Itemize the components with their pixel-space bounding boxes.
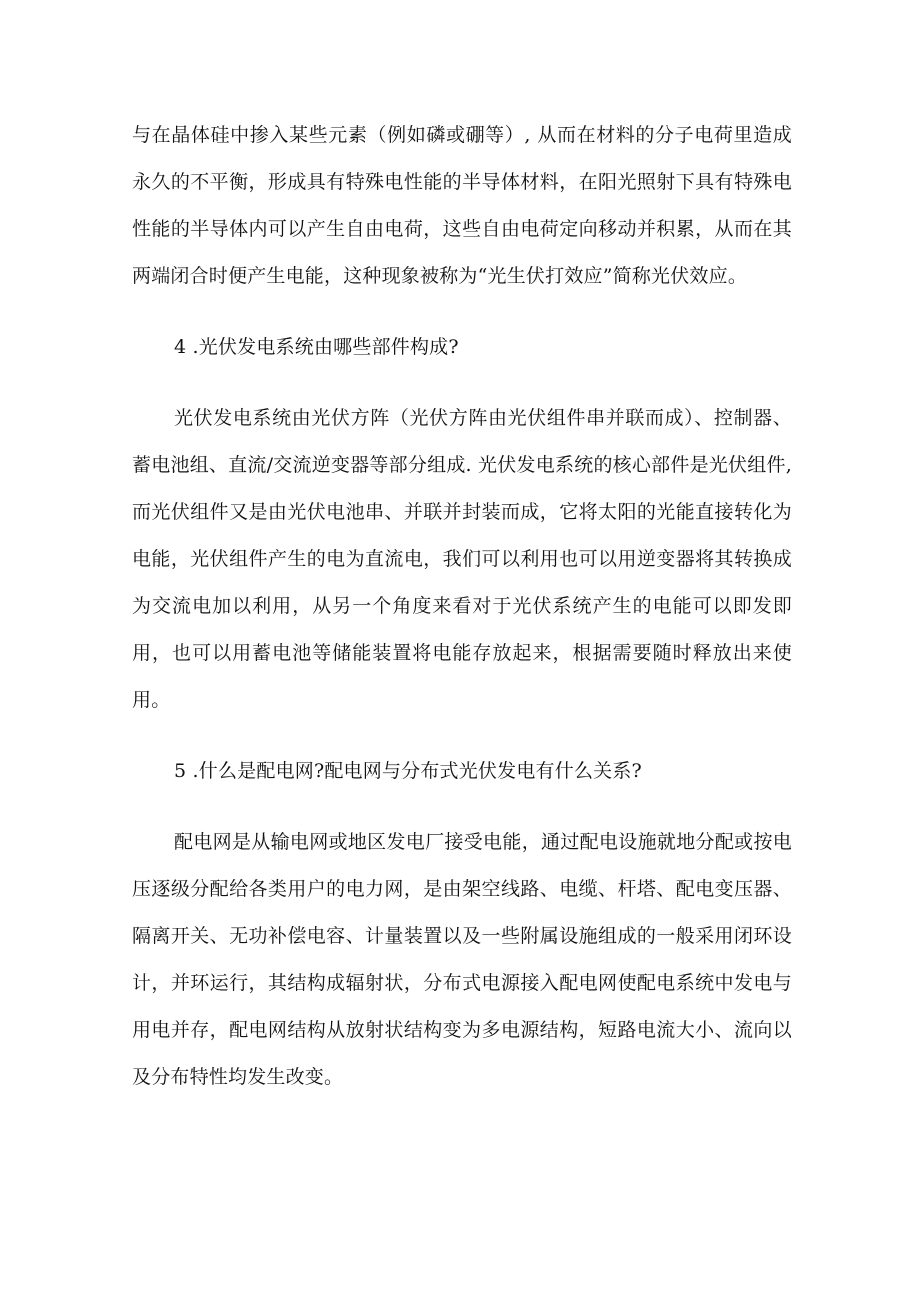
paragraph-photovoltaic-effect: 与在晶体硅中掺入某些元素（例如磷或硼等）, 从而在材料的分子电荷里造成永久的不平衡，形成具有特殊电性能的半导体材料，在阳光照射下具有特殊电性能的半导体内可以产生自由电荷，这些自由电荷定向移动并积累，从而在其两端闭合时便产生电能，这种现象被称为“光生伏打效应”简称光伏效应。 bbox=[132, 124, 792, 287]
spacer bbox=[132, 805, 792, 819]
spacer bbox=[132, 724, 792, 738]
paragraph-distribution-network: 配电网是从输电网或地区发电厂接受电能，通过配电设施就地分配或按电压逐级分配给各类用户的电力网，是由架空线路、电缆、杆塔、配电变压器、隔离开关、无功补偿电容、计量装置以及一些附属设施组成的一般采用闭环设计，并环运行，其结构成辐射状，分布式电源接入配电网使配电系统中发电与用电并存，配电网结构从放射状结构变为多电源结构，短路电流大小、流向以及分布特性均发生改变。 bbox=[132, 831, 792, 1088]
question-heading-4: 4 .光伏发电系统由哪些部件构成? bbox=[174, 336, 459, 358]
document-body bbox=[132, 112, 792, 1101]
question-heading-5: 5 .什么是配电网?配电网与分布式光伏发电有什么关系? bbox=[174, 760, 642, 782]
spacer bbox=[132, 381, 792, 395]
paragraph-system-components: 光伏发电系统由光伏方阵（光伏方阵由光伏组件串并联而成）、控制器、蓄电池组、直流/交流逆变器等部分组成. 光伏发电系统的核心部件是光伏组件, 而光伏组件又是由光伏电池串、并联并封装而成，它将太阳的光能直接转化为电能，光伏组件产生的电为直流电，我们可以利用也可以用逆变器将其转换成为交流电加以利用，从另一个角度来看对于光伏系统产生的电能可以即发即用，也可以用蓄电池等储能装置将电能存放起来，根据需要随时释放出来使用。 bbox=[132, 407, 792, 711]
spacer bbox=[132, 300, 792, 314]
